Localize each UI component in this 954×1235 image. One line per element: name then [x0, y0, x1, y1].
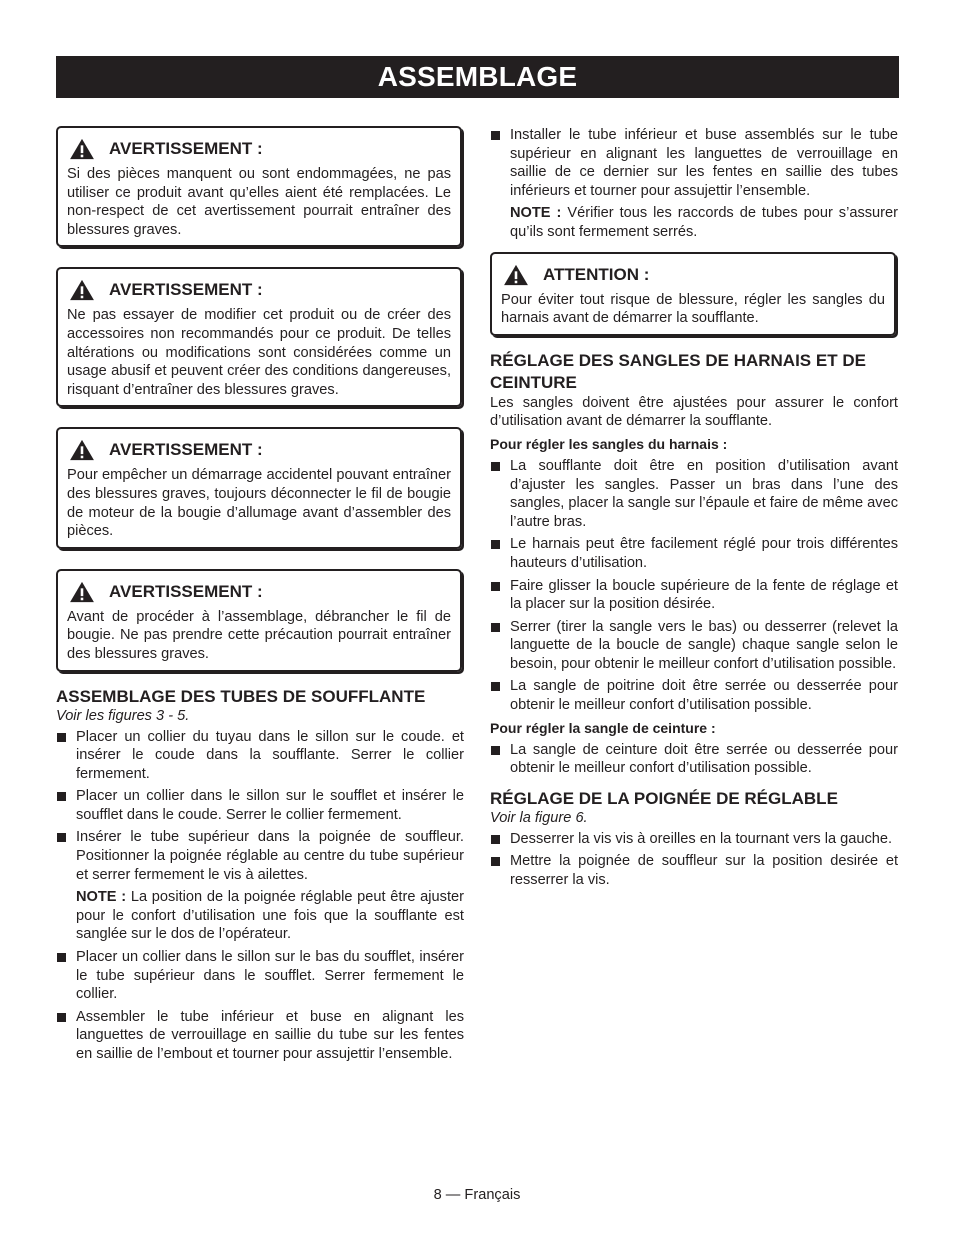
warning-title: AVERTISSEMENT : — [109, 139, 263, 158]
warning-box-disconnect — [56, 569, 462, 672]
list-item: Placer un collier du tuyau dans le sillon sur le coude. et insérer le coude dans la soufflante. Serrer le collier fermement. — [56, 728, 464, 784]
warning-text: Si des pièces manquent ou sont endommagées, ne pas utiliser ce produit avant qu’elles aient été remplacées. Le non-respect de cet avertissement pourrait entraîner des blessures graves. — [67, 166, 451, 238]
subheading-harness: Pour régler les sangles du harnais : — [490, 435, 728, 452]
list-item: Insérer le tube supérieur dans la poignée de souffleur. Positionner la poignée réglable au centre du tube supérieur et serrer fermement le vis à ailettes. — [56, 828, 464, 884]
left-column — [56, 126, 464, 1068]
warning-text: Ne pas essayer de modifier cet produit ou de créer des accessoires non recommandés pour ce produit. De telles altérations ou modifications sont considérées comme un usage abusif et peuvent créer des conditions dangereuses, risquant d’entraîner des blessures graves. — [67, 307, 451, 398]
list-item: Placer un collier dans le sillon sur le soufflet et insérer le soufflet dans le coude. Serrer le collier fermement. — [56, 787, 464, 824]
warning-triangle-icon — [502, 264, 530, 286]
figure-reference: Voir la figure 6. — [490, 809, 588, 826]
tubes-steps-list-continued — [56, 948, 464, 1064]
note-label: NOTE : — [76, 889, 127, 906]
warning-triangle-icon — [68, 439, 96, 461]
warning-title: AVERTISSEMENT : — [109, 280, 263, 300]
tubes-steps-list-final — [490, 126, 898, 200]
list-item: Placer un collier dans le sillon sur le bas du soufflet, insérer le tube supérieur dans le soufflet. Serrer fermement le collier. — [56, 948, 464, 1004]
warning-triangle-icon — [68, 138, 96, 160]
list-item: Desserrer la vis vis à oreilles en la tournant vers la gauche. — [490, 830, 898, 849]
note-text: Vérifier tous les raccords de tubes pour s’assurer qu’ils sont fermement serrés. — [510, 205, 898, 240]
list-item: La soufflante doit être en position d’utilisation avant d’ajuster les sangles. Passer un bras dans l’une des sangles, placer la sangle sur l’épaule et faire de même avec l’autre bras. — [490, 457, 898, 531]
harness-steps-list — [490, 457, 898, 715]
list-item: Le harnais peut être facilement réglé pour trois différentes hauteurs d’utilisation. — [490, 535, 898, 572]
note — [490, 204, 898, 241]
attention-title: ATTENTION : — [543, 264, 650, 284]
warning-text: Avant de procéder à l’assemblage, débrancher le fil de bougie. Ne pas prendre cette précaution pourrait entraîner des blessures graves. — [67, 608, 451, 662]
list-item: La sangle de poitrine doit être serrée ou desserrée pour obtenir le meilleur confort d’utilisation possible. — [490, 677, 898, 714]
page-title: ASSEMBLAGE — [56, 56, 899, 98]
warning-title: AVERTISSEMENT : — [109, 581, 263, 601]
note-text: La position de la poignée réglable peut être ajuster pour le confort d’utilisation une fois que la soufflante est sanglée sur le dos de l’opérateur. — [76, 889, 464, 943]
list-item: La sangle de ceinture doit être serrée ou desserrée pour obtenir le meilleur confort d’utilisation possible. — [490, 741, 898, 778]
list-item: Installer le tube inférieur et buse assemblés sur le tube supérieur en alignant les languettes de verrouillage en saillie de ce dernier sur les fentes en saillie des tubes inférieurs et tourner pour assujettir l’ensemble. — [490, 126, 898, 200]
right-column — [490, 126, 898, 894]
section-heading-straps: RÉGLAGE DES SANGLES DE HARNAIS ET DE CEINTURE — [490, 350, 866, 392]
warning-box-modification — [56, 267, 462, 407]
note-label: NOTE : — [510, 205, 562, 222]
list-item: Faire glisser la boucle supérieure de la fente de réglage et la placer sur la position désirée. — [490, 577, 898, 614]
subheading-belt: Pour régler la sangle de ceinture : — [490, 719, 716, 736]
figure-reference: Voir les figures 3 - 5. — [56, 707, 190, 724]
belt-steps-list — [490, 741, 898, 778]
warning-box-missing-parts — [56, 126, 462, 247]
straps-intro: Les sangles doivent être ajustées pour assurer le confort d’utilisation avant de démarrer la soufflante. — [490, 394, 898, 430]
section-heading-tubes: ASSEMBLAGE DES TUBES DE SOUFFLANTE — [56, 686, 426, 706]
list-item: Assembler le tube inférieur et buse en alignant les languettes de verrouillage en saillie du tube sur les fentes en saillie de l’embout et tourner pour assujettir l’ensemble. — [56, 1008, 464, 1064]
list-item: Serrer (tirer la sangle vers le bas) ou desserrer (relevet la languette de la boucle de sangle) chaque sangle selon le besoin, pour obtenir le meilleur confort d’utilisation possible. — [490, 618, 898, 674]
handle-steps-list — [490, 830, 898, 890]
warning-triangle-icon — [68, 279, 96, 301]
attention-box — [490, 252, 896, 336]
note — [56, 888, 464, 944]
warning-box-spark-plug — [56, 427, 462, 548]
list-item: Mettre la poignée de souffleur sur la position desirée et resserrer la vis. — [490, 852, 898, 889]
warning-title: AVERTISSEMENT : — [109, 440, 263, 460]
warning-text: Pour empêcher un démarrage accidentel pouvant entraîner des blessures graves, toujours déconnecter le fil de bougie de moteur de la bougie d’allumage avant d’assembler des pièces. — [67, 467, 451, 540]
warning-triangle-icon — [68, 581, 96, 603]
tubes-steps-list — [56, 728, 464, 885]
attention-text: Pour éviter tout risque de blessure, régler les sangles du harnais avant de démarrer la soufflante. — [501, 291, 885, 327]
page-number: 8 — Français — [433, 1187, 521, 1203]
section-heading-handle: RÉGLAGE DE LA POIGNÉE DE RÉGLABLE — [490, 788, 838, 808]
